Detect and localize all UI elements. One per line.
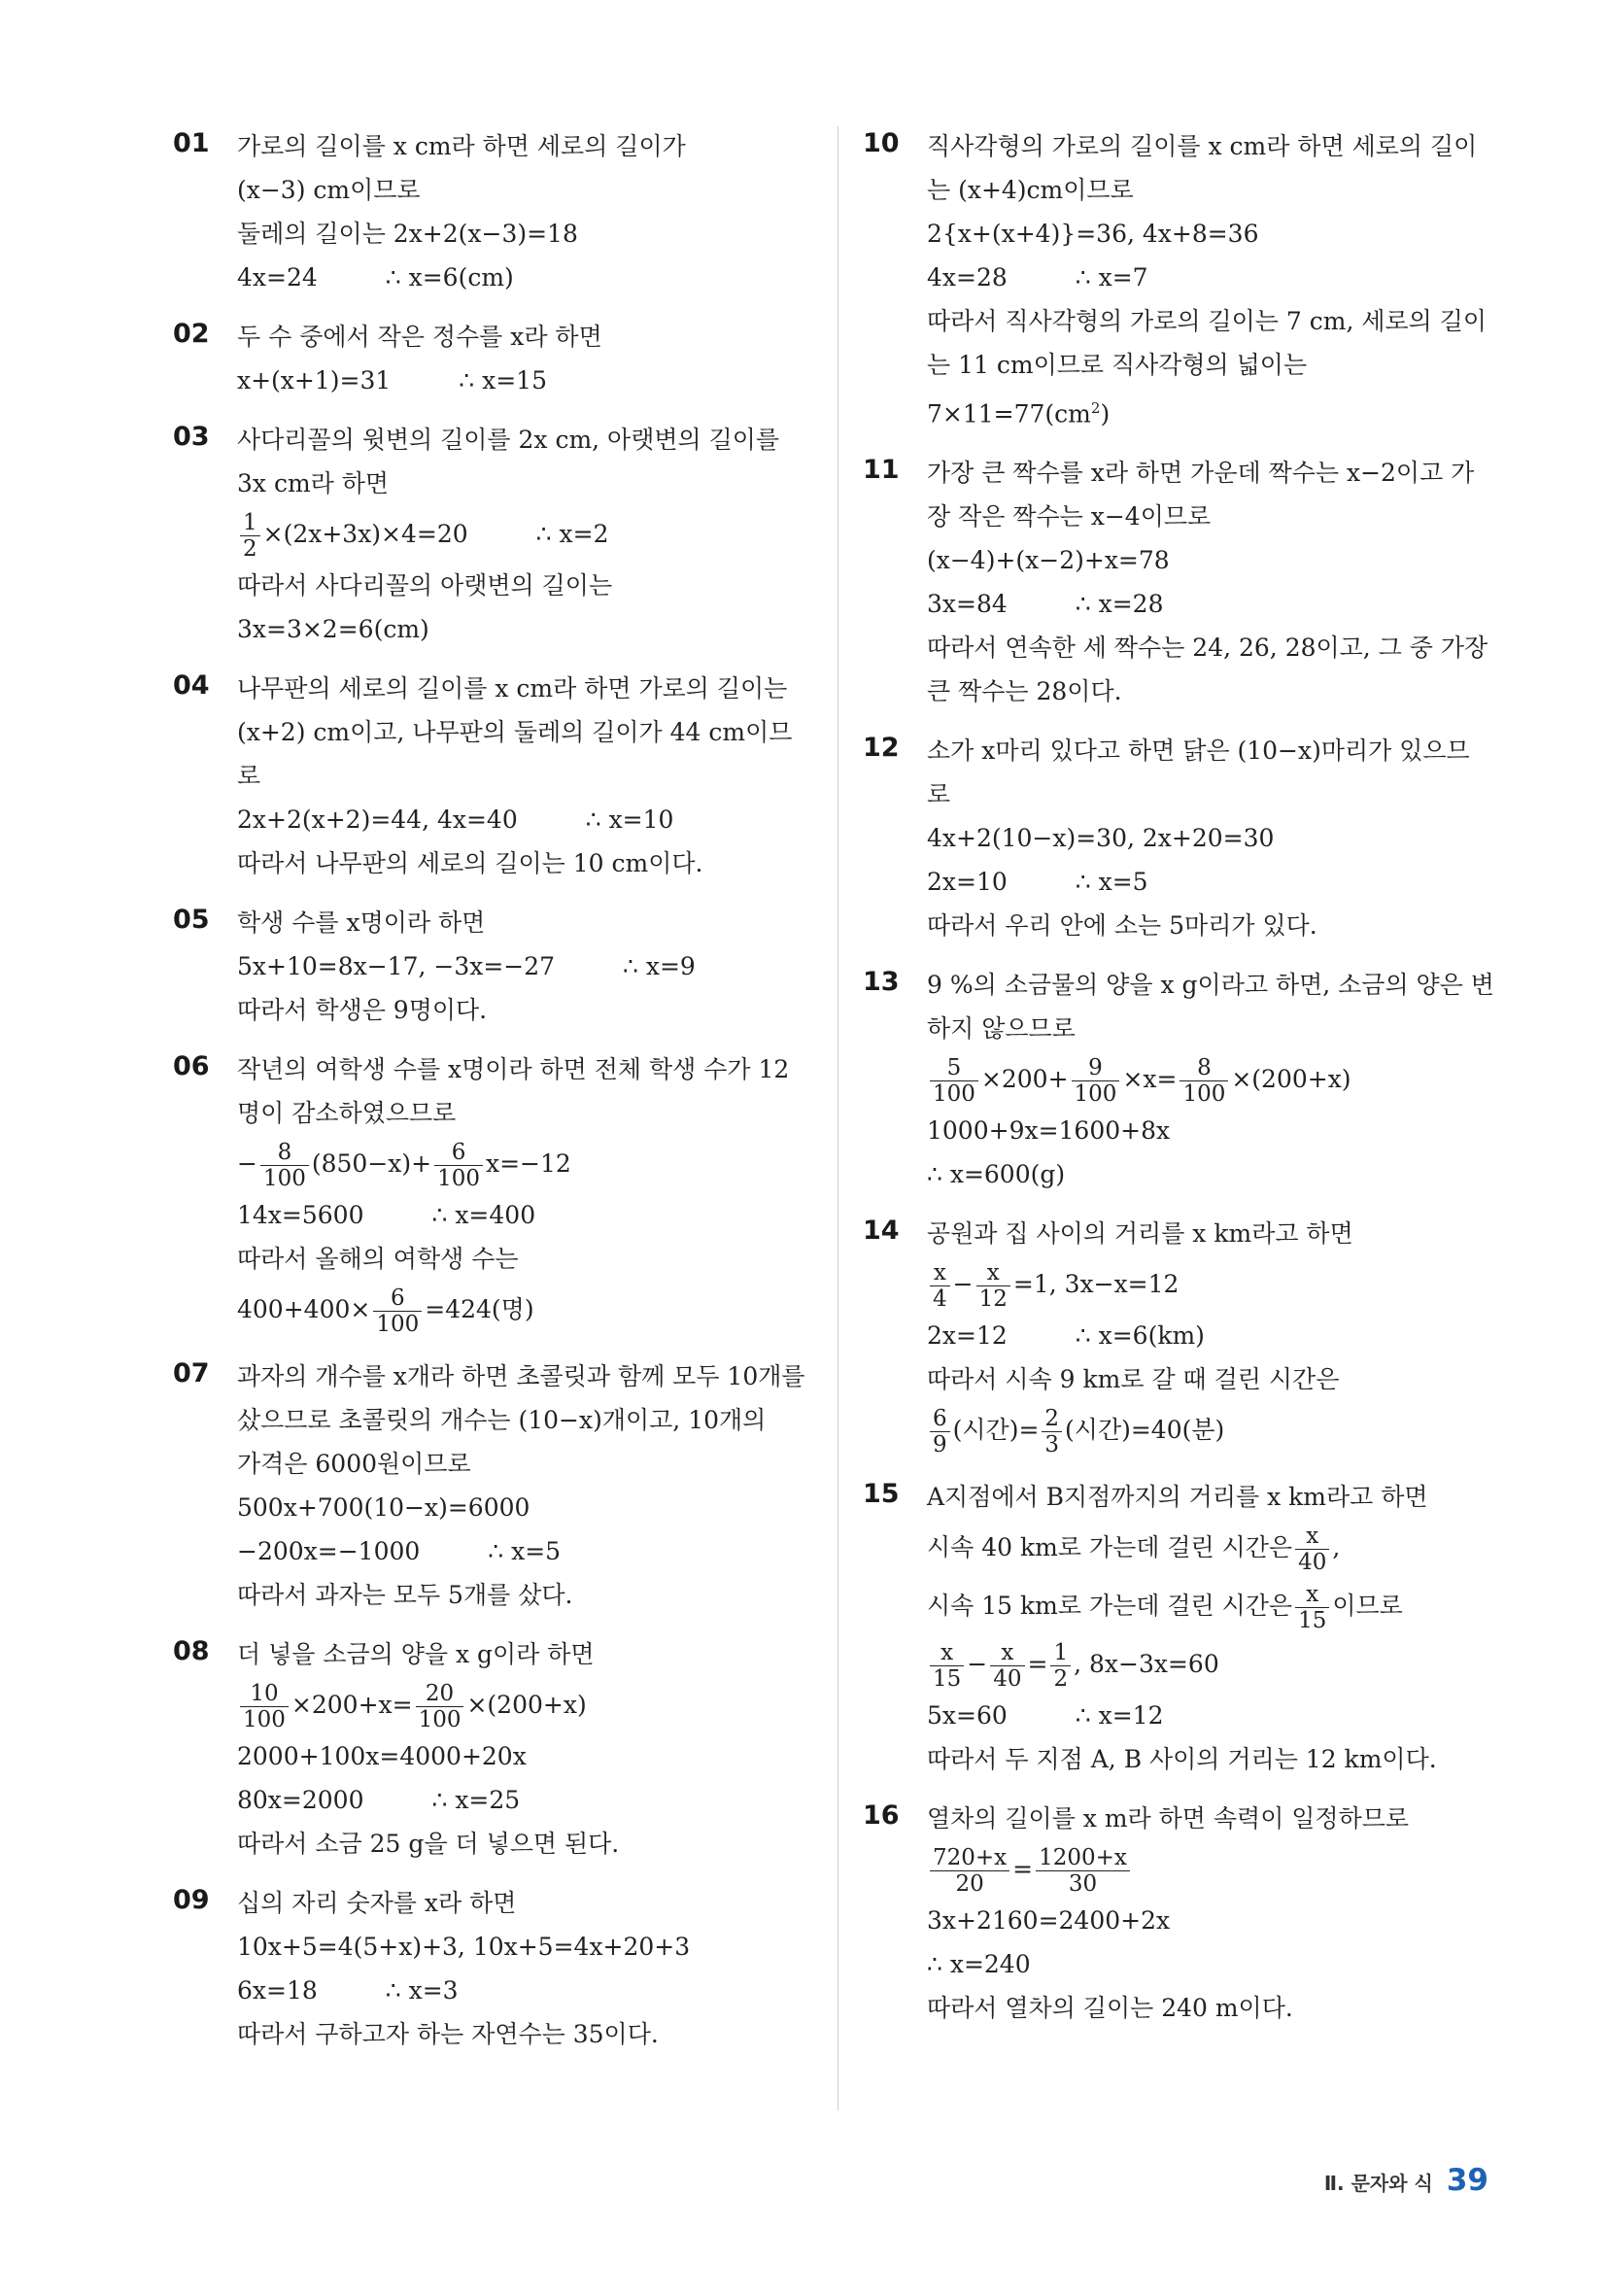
solution-line: 따라서 구하고자 하는 자연수는 35이다. [237,2020,659,2048]
solution-line: A지점에서 B지점까지의 거리를 x km라고 하면 [927,1483,1428,1512]
solution-line: 따라서 과자는 모두 5개를 샀다. [237,1581,573,1609]
solution-line [237,1778,814,1822]
equation: x+(x+1)=31 [237,366,392,394]
section-label: Ⅱ. 문자와 식 [1323,2172,1433,2195]
fraction: $\frac{9}{100}$ [1072,1055,1120,1107]
solution-line: 1000+9x=1600+8x [927,1116,1171,1146]
fraction: $\frac{x}{12}$ [976,1260,1010,1312]
equation: 4x=28 [927,263,1008,291]
conclusion: ∴ x=10 [585,805,674,834]
solution-line: 큰 짝수는 28이다. [927,677,1122,706]
equation: (시간)=40(분) [1065,1416,1225,1445]
equation: ×x= [1122,1065,1178,1094]
equation: (850−x)+ [311,1149,432,1178]
equation: 이므로 [1332,1592,1403,1621]
equation: ×(200+x) [466,1691,587,1719]
conclusion: ∴ x=400 [431,1201,536,1229]
minus-sign: − [237,1149,257,1178]
solution-line [927,1635,1494,1694]
solution-line [927,1840,1494,1899]
equation: − [967,1650,988,1679]
solution-line: 따라서 우리 안에 소는 5마리가 있다. [927,911,1317,941]
solution-line: 열차의 길이를 x m라 하면 속력이 일정하므로 [927,1804,1410,1833]
solution-line: 따라서 학생은 9명이다. [237,996,488,1024]
equation: 6x=18 [237,1976,318,2005]
problem-number: 08 [173,1636,210,1666]
solution-line: 따라서 소금 25 g을 더 넣으면 된다. [237,1830,620,1858]
solution-line [927,860,1494,904]
equation: − [952,1270,974,1299]
equation: 4x=24 [237,263,318,291]
conclusion: ∴ x=25 [431,1786,521,1814]
problem-number: 06 [173,1051,210,1081]
solution-line [927,387,1494,435]
equation: 5x+10=8x−17, −3x=−27 [237,952,556,980]
equation: , [1332,1533,1341,1562]
problem-number: 16 [863,1800,900,1832]
equation: 시속 15 km로 가는데 걸린 시간은 [927,1592,1293,1621]
equation: (시간)= [952,1416,1040,1445]
solution-line [237,256,814,299]
solution-line [927,582,1494,626]
equation: 2x+2(x+2)=44, 4x=40 [237,805,518,834]
right-column [863,124,1494,2045]
problem-number: 09 [173,1885,210,1915]
conclusion: ∴ x=5 [1075,868,1148,897]
conclusion: ∴ x=28 [1075,590,1164,619]
problem-number: 01 [173,128,210,158]
fraction: $\frac{5}{100}$ [930,1055,978,1107]
solution-line: 2000+100x=4000+20x [237,1742,527,1770]
solution-line: 4x+2(10−x)=30, 2x+20=30 [927,824,1275,853]
exponent: 2 [1090,399,1101,417]
solution-line: 나무판의 세로의 길이를 x cm라 하면 가로의 길이는 [237,674,788,703]
solution-line [927,1255,1494,1314]
conclusion: ∴ x=2 [535,520,609,548]
problem-15 [863,1475,1494,1781]
problem-number: 02 [173,319,210,349]
solution-line: 따라서 사다리꼴의 아랫변의 길이는 [237,571,613,600]
conclusion: ∴ x=3 [385,1976,459,2005]
solution-line: 따라서 직사각형의 가로의 길이는 7 cm, 세로의 길이 [927,307,1487,335]
problem-number: 11 [863,455,900,486]
solution-line [927,1050,1494,1109]
conclusion: ∴ x=15 [459,366,547,394]
equation: =424(명) [425,1295,534,1323]
problem-10 [863,124,1494,435]
solution-line: 공원과 집 사이의 거리를 x km라고 하면 [927,1219,1353,1249]
problem-number: 10 [863,128,900,158]
solution-line [237,798,814,841]
equation: ×(2x+3x)×4=20 [262,520,468,548]
solution-line [237,1676,814,1734]
problem-04 [173,667,814,885]
solution-line: (x−3) cm이므로 [237,176,421,204]
solution-line: 사다리꼴의 윗변의 길이를 2x cm, 아랫변의 길이를 [237,426,780,454]
solution-line: 따라서 올해의 여학생 수는 [237,1245,519,1273]
conclusion: ∴ x=7 [1075,263,1148,291]
problem-number: 14 [863,1216,900,1247]
conclusion: ∴ x=6(km) [1075,1321,1205,1351]
problem-13 [863,963,1494,1196]
problem-number: 05 [173,905,210,935]
equation: ) [1100,399,1111,428]
equation: 14x=5600 [237,1201,364,1229]
conclusion: ∴ x=9 [623,952,696,980]
problem-number: 07 [173,1358,210,1388]
solution-line: 10x+5=4(5+x)+3, 10x+5=4x+20+3 [237,1933,691,1961]
fraction: $\frac{20}{100}$ [416,1681,464,1732]
equation: =1, 3x−x=12 [1012,1270,1180,1299]
solution-line [237,1135,814,1193]
equation: 시속 40 km로 가는데 걸린 시간은 [927,1533,1293,1562]
page-footer [1324,2163,1488,2198]
solution-line: 는 11 cm이므로 직사각형의 넓이는 [927,351,1308,379]
equation: 7×11=77(cm [927,399,1091,428]
equation: −200x=−1000 [237,1537,421,1565]
conclusion: ∴ x=12 [1075,1701,1164,1731]
fraction: $\frac{1200+x}{30}$ [1036,1845,1130,1897]
fraction: $\frac{x}{40}$ [1295,1524,1329,1575]
solution-line [927,1314,1494,1357]
fraction: $\frac{x}{15}$ [930,1640,964,1692]
solution-line: 둘레의 길이는 2x+2(x−3)=18 [237,220,578,248]
solution-line: 장 작은 짝수는 x−4이므로 [927,502,1212,531]
problem-03 [173,418,814,651]
equation: ×200+ [980,1065,1069,1094]
problem-number: 13 [863,967,900,998]
solution-line: (x+2) cm이고, 나무판의 둘레의 길이가 44 cm이므 [237,718,793,746]
solution-line [237,359,814,402]
solution-line: 2{x+(x+4)}=36, 4x+8=36 [927,220,1259,248]
fraction: $\frac{1}{2}$ [1050,1640,1071,1692]
conclusion: ∴ x=6(cm) [385,263,514,291]
problem-09 [173,1881,814,2056]
solution-line: ∴ x=240 [927,1950,1031,1979]
solution-line: 가로의 길이를 x cm라 하면 세로의 길이가 [237,132,686,160]
solution-line: ∴ x=600(g) [927,1160,1066,1189]
fraction: $\frac{2}{3}$ [1042,1406,1062,1457]
solution-line: 가장 큰 짝수를 x라 하면 가운데 짝수는 x−2이고 가 [927,459,1475,488]
fraction: $\frac{6}{100}$ [373,1285,422,1337]
solution-line: 하지 않으므로 [927,1014,1076,1044]
problem-number: 15 [863,1479,900,1510]
solution-line [237,1529,814,1573]
fraction: $\frac{x}{40}$ [990,1640,1024,1692]
problem-05 [173,901,814,1032]
problem-number: 12 [863,733,900,764]
solution-line: 과자의 개수를 x개라 하면 초콜릿과 함께 모두 10개를 [237,1362,805,1390]
solution-line: 작년의 여학생 수를 x명이라 하면 전체 학생 수가 12 [237,1055,790,1083]
fraction: $\frac{6}{100}$ [434,1140,483,1191]
solution-line: 500x+700(10−x)=6000 [237,1493,530,1522]
solution-line [927,1577,1494,1635]
equation: 3x=84 [927,590,1008,619]
solution-line: 따라서 두 지점 A, B 사이의 거리는 12 km이다. [927,1745,1437,1774]
solution-line [237,944,814,988]
solution-line: 9 %의 소금물의 양을 x g이라고 하면, 소금의 양은 변 [927,971,1494,1000]
equation: ×200+x= [291,1691,413,1719]
solution-line: (x−4)+(x−2)+x=78 [927,546,1170,575]
equation: 2x=10 [927,868,1008,897]
fraction: $\frac{x}{4}$ [930,1260,950,1312]
fraction: $\frac{8}{100}$ [260,1140,309,1191]
problem-06 [173,1047,814,1339]
problem-16 [863,1797,1494,2030]
solution-line [927,256,1494,299]
solution-line: 3x+2160=2400+2x [927,1906,1171,1936]
problem-14 [863,1212,1494,1459]
fraction: $\frac{10}{100}$ [240,1681,289,1732]
solution-line: 소가 x마리 있다고 하면 닭은 (10−x)마리가 있으므 [927,737,1470,766]
solution-line [237,1193,814,1237]
page-number: 39 [1446,2163,1488,2198]
solution-line: 가격은 6000원이므로 [237,1450,471,1478]
solution-line: 두 수 중에서 작은 정수를 x라 하면 [237,323,602,351]
solution-line: 3x cm라 하면 [237,469,390,497]
fraction: $\frac{8}{100}$ [1180,1055,1228,1107]
solution-line: 따라서 나무판의 세로의 길이는 10 cm이다. [237,849,703,877]
solution-line: 는 (x+4)cm이므로 [927,176,1134,204]
solution-line [237,505,814,564]
solution-line: 십의 자리 숫자를 x라 하면 [237,1889,517,1917]
fraction: $\frac{1}{2}$ [240,510,260,562]
solution-line: 로 [237,762,261,790]
equation: = [1012,1855,1034,1884]
fraction: $\frac{6}{9}$ [930,1406,950,1457]
equation: , 8x−3x=60 [1074,1650,1219,1679]
solution-line: 로 [927,780,951,809]
equation: 5x=60 [927,1701,1008,1731]
equation: 2x=12 [927,1321,1008,1351]
problem-08 [173,1632,814,1866]
equation: 400+400× [237,1295,371,1323]
solution-line [927,1519,1494,1577]
solution-line [927,1401,1494,1459]
fraction: $\frac{x}{15}$ [1295,1582,1329,1633]
problem-01 [173,124,814,299]
solution-line: 3x=3×2=6(cm) [237,615,429,643]
left-column [173,124,814,2072]
solution-line: 따라서 열차의 길이는 240 m이다. [927,1994,1293,2023]
solution-line [927,1694,1494,1737]
equation: x=−12 [485,1149,571,1178]
solution-line [237,1281,814,1339]
solution-line: 직사각형의 가로의 길이를 x cm라 하면 세로의 길이 [927,132,1478,160]
solution-line: 따라서 시속 9 km로 갈 때 걸린 시간은 [927,1365,1340,1394]
problem-12 [863,729,1494,947]
equation: = [1027,1650,1048,1679]
equation: ×(200+x) [1231,1065,1351,1094]
equation: 80x=2000 [237,1786,364,1814]
problem-11 [863,451,1494,713]
solution-line: 따라서 연속한 세 짝수는 24, 26, 28이고, 그 중 가장 [927,634,1488,663]
solution-line [237,1969,814,2012]
fraction: $\frac{720+x}{20}$ [930,1845,1009,1897]
conclusion: ∴ x=5 [488,1537,562,1565]
problem-02 [173,315,814,402]
solution-line: 더 넣을 소금의 양을 x g이라 하면 [237,1640,595,1668]
solution-line: 샀으므로 초콜릿의 개수는 (10−x)개이고, 10개의 [237,1406,767,1434]
problem-number: 04 [173,670,210,701]
problem-number: 03 [173,422,210,452]
problem-07 [173,1354,814,1617]
solution-line: 명이 감소하였으므로 [237,1099,457,1127]
solution-line: 학생 수를 x명이라 하면 [237,908,486,937]
